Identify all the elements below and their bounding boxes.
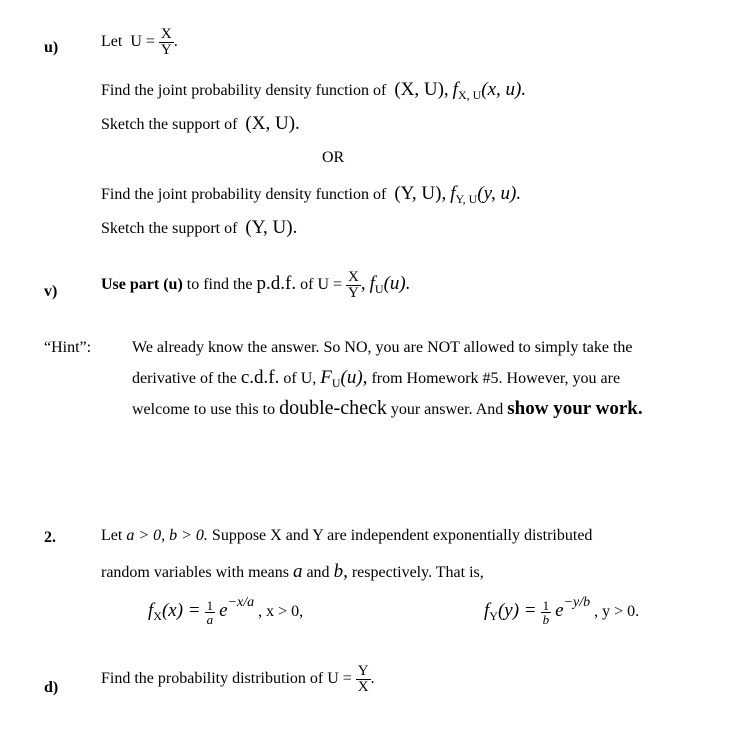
support-condition: , y > 0. (594, 603, 640, 620)
problem-text: respectively. That is, (351, 564, 484, 581)
hint-text: from Homework #5. However, you are (371, 370, 621, 387)
fraction-numerator: X (348, 269, 359, 285)
cdf-symbol: F (320, 367, 332, 388)
u-equals: U = (130, 33, 155, 51)
problem-text: Suppose X and Y are independent exponentially distributed (211, 527, 593, 544)
density-subscript: Y (489, 609, 498, 623)
pdf-abbrev: p.d.f. (256, 273, 297, 295)
fraction-one-over-b (541, 599, 552, 626)
fraction-numerator: X (160, 26, 172, 42)
fraction-numerator: Y (357, 663, 369, 679)
cdf-subscript: U (331, 376, 341, 390)
density-y-formula (484, 596, 639, 626)
double-check-emphasis: double-check (279, 397, 387, 419)
instruction-text: Sketch the support of (101, 116, 238, 133)
let-word: Let (101, 33, 123, 51)
density-args: (y) = (497, 600, 537, 621)
density-subscript: X, U (457, 88, 482, 102)
part-v-line (101, 270, 410, 301)
density-args: (x) = (161, 600, 201, 621)
fraction-denominator: b (542, 611, 550, 627)
part-u-label: u) (44, 39, 59, 56)
variable-pair: (X, U), (394, 79, 449, 100)
hint-line-3 (132, 398, 643, 418)
instruction-text: Sketch the support of (101, 220, 238, 237)
instruction-text: Find the joint probability density function of (101, 186, 387, 203)
mean-a: a (292, 561, 303, 582)
part-u-definition (101, 27, 178, 58)
or-separator: OR (322, 149, 345, 166)
fraction-numerator: 1 (206, 597, 214, 613)
exponential-e: e (219, 600, 228, 621)
variable-pair: (Y, U). (245, 217, 298, 238)
period: . (370, 670, 375, 688)
density-subscript: Y, U (455, 192, 478, 206)
of-word: of (300, 276, 314, 294)
hint-text: welcome to use this to (132, 401, 276, 418)
part-d-line (101, 664, 375, 695)
hint-label: “Hint”: (44, 339, 92, 356)
hint-text: of U, (283, 370, 317, 387)
instruction-text: Find the joint probability density function of (101, 82, 387, 99)
exponent: −x/a (227, 595, 255, 610)
hint-text: your answer. And (390, 401, 504, 418)
part-u-line-1 (101, 80, 526, 101)
fraction-denominator: X (357, 679, 369, 695)
variable-pair: (X, U). (245, 113, 300, 134)
cdf-abbrev: c.d.f. (240, 367, 280, 388)
density-args: (u). (383, 273, 411, 295)
fraction-x-over-y (346, 270, 361, 301)
hint-line-2 (132, 368, 620, 389)
problem-2-label: 2. (44, 529, 56, 546)
fraction-one-over-a (205, 599, 216, 626)
parameter-conditions: a > 0, b > 0. (126, 527, 208, 544)
density-subscript: X (153, 609, 162, 623)
part-u-line-3 (101, 184, 521, 205)
fraction-numerator: 1 (542, 597, 550, 613)
instruction-text: Find the probability distribution of (101, 670, 324, 688)
cdf-args: (u), (340, 367, 368, 388)
density-subscript: U (374, 282, 384, 297)
support-condition: , x > 0, (258, 603, 304, 620)
fraction-denominator: Y (160, 42, 172, 58)
problem-text: random variables with means (101, 564, 289, 581)
problem-2-line-2 (101, 562, 484, 581)
mean-b: b, (333, 561, 348, 582)
u-equals: U = (327, 670, 352, 688)
and-word: and (306, 564, 330, 581)
hint-text: derivative of the (132, 370, 237, 387)
fraction-x-over-y (159, 27, 174, 58)
part-v-text: to find the (186, 276, 253, 294)
problem-2-line-1 (101, 528, 592, 544)
fraction-denominator: a (206, 611, 214, 627)
density-args: (x, u). (481, 79, 527, 100)
density-symbol: f (484, 600, 490, 621)
part-d-label: d) (44, 679, 59, 696)
variable-pair: (Y, U), (394, 183, 447, 204)
exponential-e: e (555, 600, 564, 621)
show-your-work-emphasis: show your work. (507, 398, 643, 419)
part-u-line-2 (101, 114, 300, 133)
density-symbol: f (148, 600, 154, 621)
u-equals: U = (317, 276, 343, 294)
problem-text: Let (101, 527, 123, 544)
exponent: −y/b (563, 595, 591, 610)
density-symbol: f (452, 79, 458, 100)
fraction-y-over-x (356, 664, 371, 695)
density-args: (y, u). (477, 183, 522, 204)
fraction-denominator: Y (348, 285, 359, 301)
hint-line-1: We already know the answer. So NO, you are NOT allowed to simply take the (132, 339, 633, 356)
density-symbol: f (369, 273, 375, 295)
comma: , (360, 273, 366, 295)
density-symbol: f (450, 183, 456, 204)
part-u-line-4 (101, 218, 297, 237)
part-v-bold-text: Use part (u) (101, 276, 183, 294)
density-x-formula (148, 596, 303, 626)
period: . (173, 33, 178, 51)
part-v-label: v) (44, 283, 58, 300)
